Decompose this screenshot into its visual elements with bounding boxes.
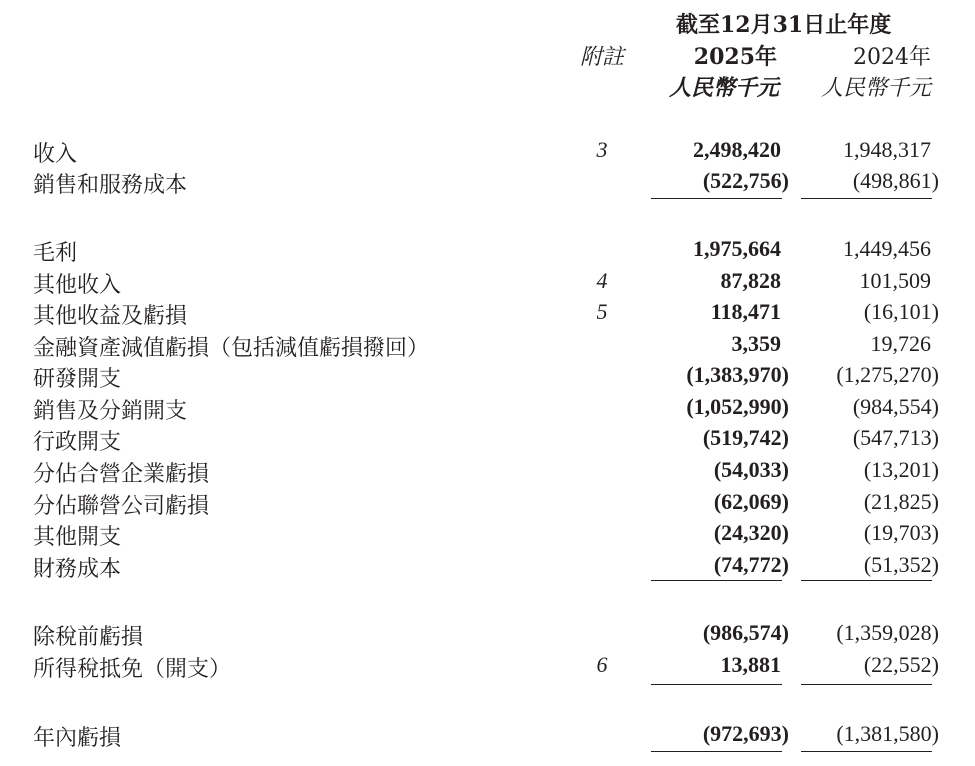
current-year-heading: 2025年 — [693, 44, 777, 70]
row-value-2024: (22,552) — [863, 652, 939, 677]
row-value-2025: (519,742) — [702, 425, 789, 450]
row-value-2025: 87,828 — [720, 268, 781, 293]
row-value-2024: (51,352) — [863, 552, 939, 577]
row-value-2025: 13,881 — [720, 652, 781, 677]
row-value-2025: 1,975,664 — [693, 236, 781, 261]
row-value-2025: (24,320) — [713, 520, 789, 545]
subtotal-rule-prior — [801, 684, 932, 685]
row-value-2025: (1,052,990) — [686, 394, 789, 419]
row-value-2025: (522,756) — [702, 168, 789, 193]
row-value-2024: (21,825) — [863, 489, 939, 514]
row-label: 收入 — [33, 142, 78, 167]
row-label: 銷售及分銷開支 — [33, 399, 188, 424]
row-value-2025: 3,359 — [731, 331, 781, 356]
row-value-2024: (1,381,580) — [836, 721, 939, 746]
total-rule-current — [651, 751, 782, 752]
row-value-2024: 101,509 — [859, 268, 931, 293]
row-value-2024: (1,359,028) — [836, 620, 939, 645]
total-rule-prior — [801, 751, 932, 752]
note-column-heading: 附註 — [580, 45, 625, 70]
subtotal-rule-current — [651, 198, 782, 199]
row-value-2024: (16,101) — [863, 299, 939, 324]
row-note: 3 — [596, 137, 608, 162]
subtotal-rule-prior — [801, 580, 932, 581]
row-note: 4 — [596, 268, 608, 293]
subtotal-rule-prior — [801, 198, 932, 199]
row-value-2024: (19,703) — [863, 520, 939, 545]
row-value-2024: 1,948,317 — [843, 137, 931, 162]
row-note: 6 — [596, 652, 608, 677]
period-heading: 截至12月31日止年度 — [676, 12, 892, 38]
row-value-2024: (1,275,270) — [836, 362, 939, 387]
row-value-2025: 2,498,420 — [693, 137, 781, 162]
row-label: 毛利 — [33, 241, 78, 266]
row-value-2024: (13,201) — [863, 457, 939, 482]
row-value-2025: (74,772) — [713, 552, 789, 577]
row-value-2025: (986,574) — [702, 620, 789, 645]
row-label: 年內虧損 — [33, 726, 122, 751]
prior-year-heading: 2024年 — [853, 45, 931, 70]
row-label: 其他收入 — [33, 273, 122, 298]
row-label: 所得稅抵免（開支） — [33, 657, 232, 682]
current-unit-heading: 人民幣千元 — [668, 75, 779, 101]
subtotal-rule-current — [651, 580, 782, 581]
row-label: 財務成本 — [33, 557, 122, 582]
row-label: 銷售和服務成本 — [33, 173, 188, 198]
row-value-2025: (54,033) — [713, 457, 789, 482]
row-value-2024: 19,726 — [870, 331, 931, 356]
row-value-2025: (972,693) — [702, 721, 789, 746]
row-value-2025: (62,069) — [713, 489, 789, 514]
row-label: 行政開支 — [33, 430, 122, 455]
row-label: 除稅前虧損 — [33, 625, 144, 650]
row-label: 其他收益及虧損 — [33, 304, 188, 329]
row-label: 金融資產減值虧損（包括減值虧損撥回） — [33, 336, 430, 361]
row-value-2024: (547,713) — [852, 425, 939, 450]
row-value-2024: 1,449,456 — [843, 236, 931, 261]
row-value-2024: (498,861) — [852, 168, 939, 193]
subtotal-rule-current — [651, 684, 782, 685]
row-note: 5 — [596, 299, 608, 324]
row-value-2025: 118,471 — [710, 299, 781, 324]
row-value-2024: (984,554) — [852, 394, 939, 419]
row-label: 其他開支 — [33, 525, 122, 550]
row-label: 分佔合營企業虧損 — [33, 462, 210, 487]
row-label: 分佔聯營公司虧損 — [33, 494, 210, 519]
prior-unit-heading: 人民幣千元 — [820, 76, 931, 101]
row-value-2025: (1,383,970) — [686, 362, 789, 387]
row-label: 研發開支 — [33, 367, 122, 392]
